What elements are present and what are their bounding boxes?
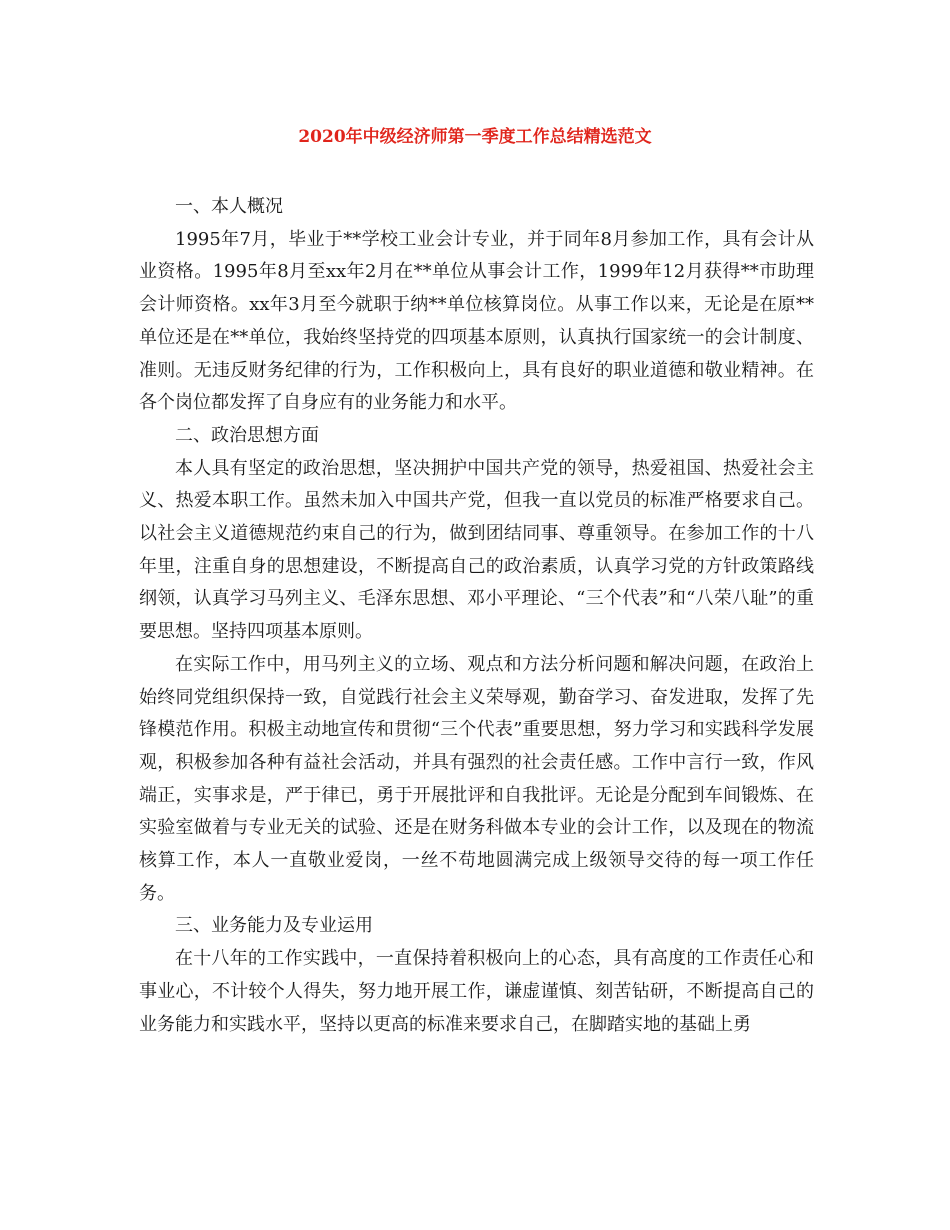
paragraph-political-2: 在实际工作中，用马列主义的立场、观点和方法分析问题和解决问题，在政治上始终同党组织保持一致，自觉践行社会主义荣辱观，勤奋学习、奋发进取，发挥了先锋模范作用。积极主动地宣传和贯彻“三个代表”重要思想，努力学习和实践科学发展观，积极参加各种有益社会活动，并具有强烈的社会责任感。工作中言行一致，作风端正，实事求是，严于律已，勇于开展批评和自我批评。无论是分配到车间锻炼、在实验室做着与专业无关的试验、还是在财务科做本专业的会计工作，以及现在的物流核算工作，本人一直敬业爱岗，一丝不苟地圆满完成上级领导交待的每一项工作任务。 [139,653,814,904]
section-heading-professional: 三、业务能力及专业运用 [175,915,373,937]
document-title: 2020年中级经济师第一季度工作总结精选范文 [298,127,652,147]
paragraph-political-1: 本人具有坚定的政治思想，坚决拥护中国共产党的领导，热爱祖国、热爱社会主义、热爱本职工作。虽然未加入中国共产党，但我一直以党员的标准严格要求自己。以社会主义道德规范约束自己的行为，做到团结同事、尊重领导。在参加工作的十八年里，注重自身的思想建设，不断提高自己的政治素质，认真学习党的方针政策路线纲领，认真学习马列主义、毛泽东思想、邓小平理论、“三个代表”和“八荣八耻”的重要思想。坚持四项基本原则。 [139,457,814,643]
section-heading-political: 二、政治思想方面 [175,424,319,446]
paragraph-professional: 在十八年的工作实践中，一直保持着积极向上的心态，具有高度的工作责任心和事业心，不计较个人得失，努力地开展工作，谦虚谨慎、刻苦钻研，不断提高自己的业务能力和实践水平，坚持以更高的标准来要求自己，在脚踏实地的基础上勇 [139,948,814,1035]
section-heading-overview: 一、本人概况 [175,196,283,217]
paragraph-overview: 1995年7月，毕业于**学校工业会计专业，并于同年8月参加工作，具有会计从业资格。1995年8月至xx年2月在**单位从事会计工作，1999年12月获得**市助理会计师资格。xx年3月至今就职于纳**单位核算岗位。从事工作以来，无论是在原**单位还是在**单位，我始终坚持党的四项基本原则，认真执行国家统一的会计制度、准则。无违反财务纪律的行为，工作积极向上，具有良好的职业道德和敬业精神。在各个岗位都发挥了自身应有的业务能力和水平。 [139,228,814,414]
document-body [139,191,814,1041]
